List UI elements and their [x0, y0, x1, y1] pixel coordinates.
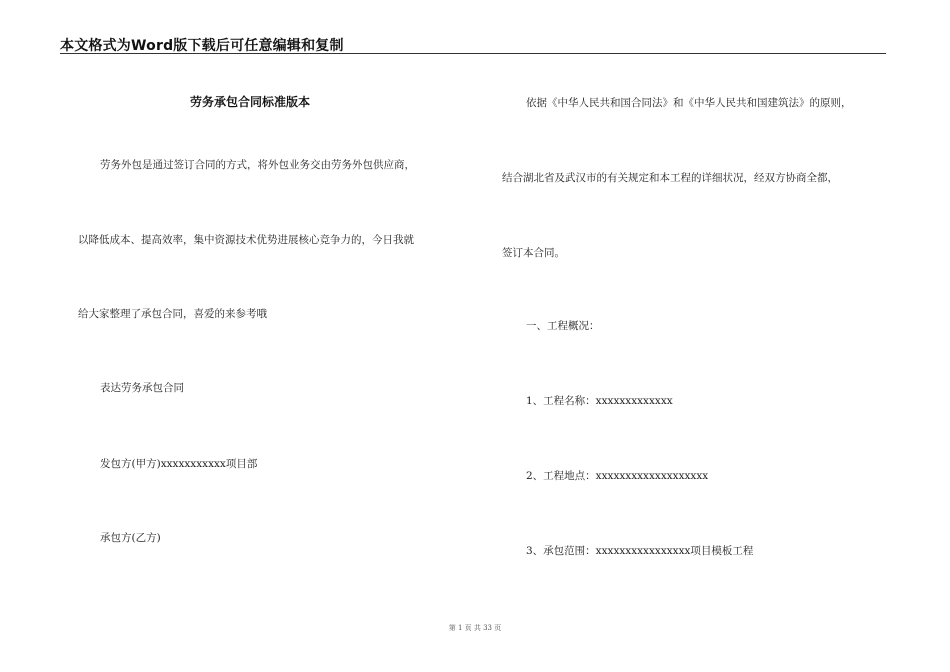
left-paragraph-line-2: 以降低成本、提高效率，集中资源技术优势进展核心竞争力的，今日我就 — [78, 234, 414, 246]
right-paragraph-line-2: 结合湖北省及武汉市的有关规定和本工程的详细状况，经双方协商全都， — [502, 172, 838, 184]
header-divider — [60, 53, 886, 54]
project-name-line: 1、工程名称：xxxxxxxxxxxxx — [526, 395, 673, 407]
page-number: 第 1 页 共 33 页 — [448, 624, 502, 632]
party-b-line: 承包方(乙方) — [100, 532, 161, 544]
right-paragraph-line-3: 签订本合同。 — [502, 247, 565, 259]
section-project-overview: 一、工程概况： — [526, 320, 600, 332]
party-a-line: 发包方(甲方)xxxxxxxxxxx项目部 — [100, 458, 258, 470]
contract-heading: 表达劳务承包合同 — [100, 382, 184, 394]
document-header-title: 本文格式为Word版下载后可任意编辑和复制 — [60, 38, 344, 54]
document-title: 劳务承包合同标准版本 — [190, 95, 311, 109]
contract-scope-line: 3、承包范围：xxxxxxxxxxxxxxxx项目模板工程 — [526, 545, 754, 557]
left-paragraph-line-3: 给大家整理了承包合同，喜爱的来参考哦 — [78, 308, 267, 320]
left-paragraph-line-1: 劳务外包是通过签订合同的方式，将外包业务交由劳务外包供应商， — [100, 159, 415, 171]
right-paragraph-line-1: 依据《中华人民共和国合同法》和《中华人民共和国建筑法》的原则， — [526, 97, 852, 109]
project-location-line: 2、工程地点：xxxxxxxxxxxxxxxxxxx — [526, 470, 709, 482]
